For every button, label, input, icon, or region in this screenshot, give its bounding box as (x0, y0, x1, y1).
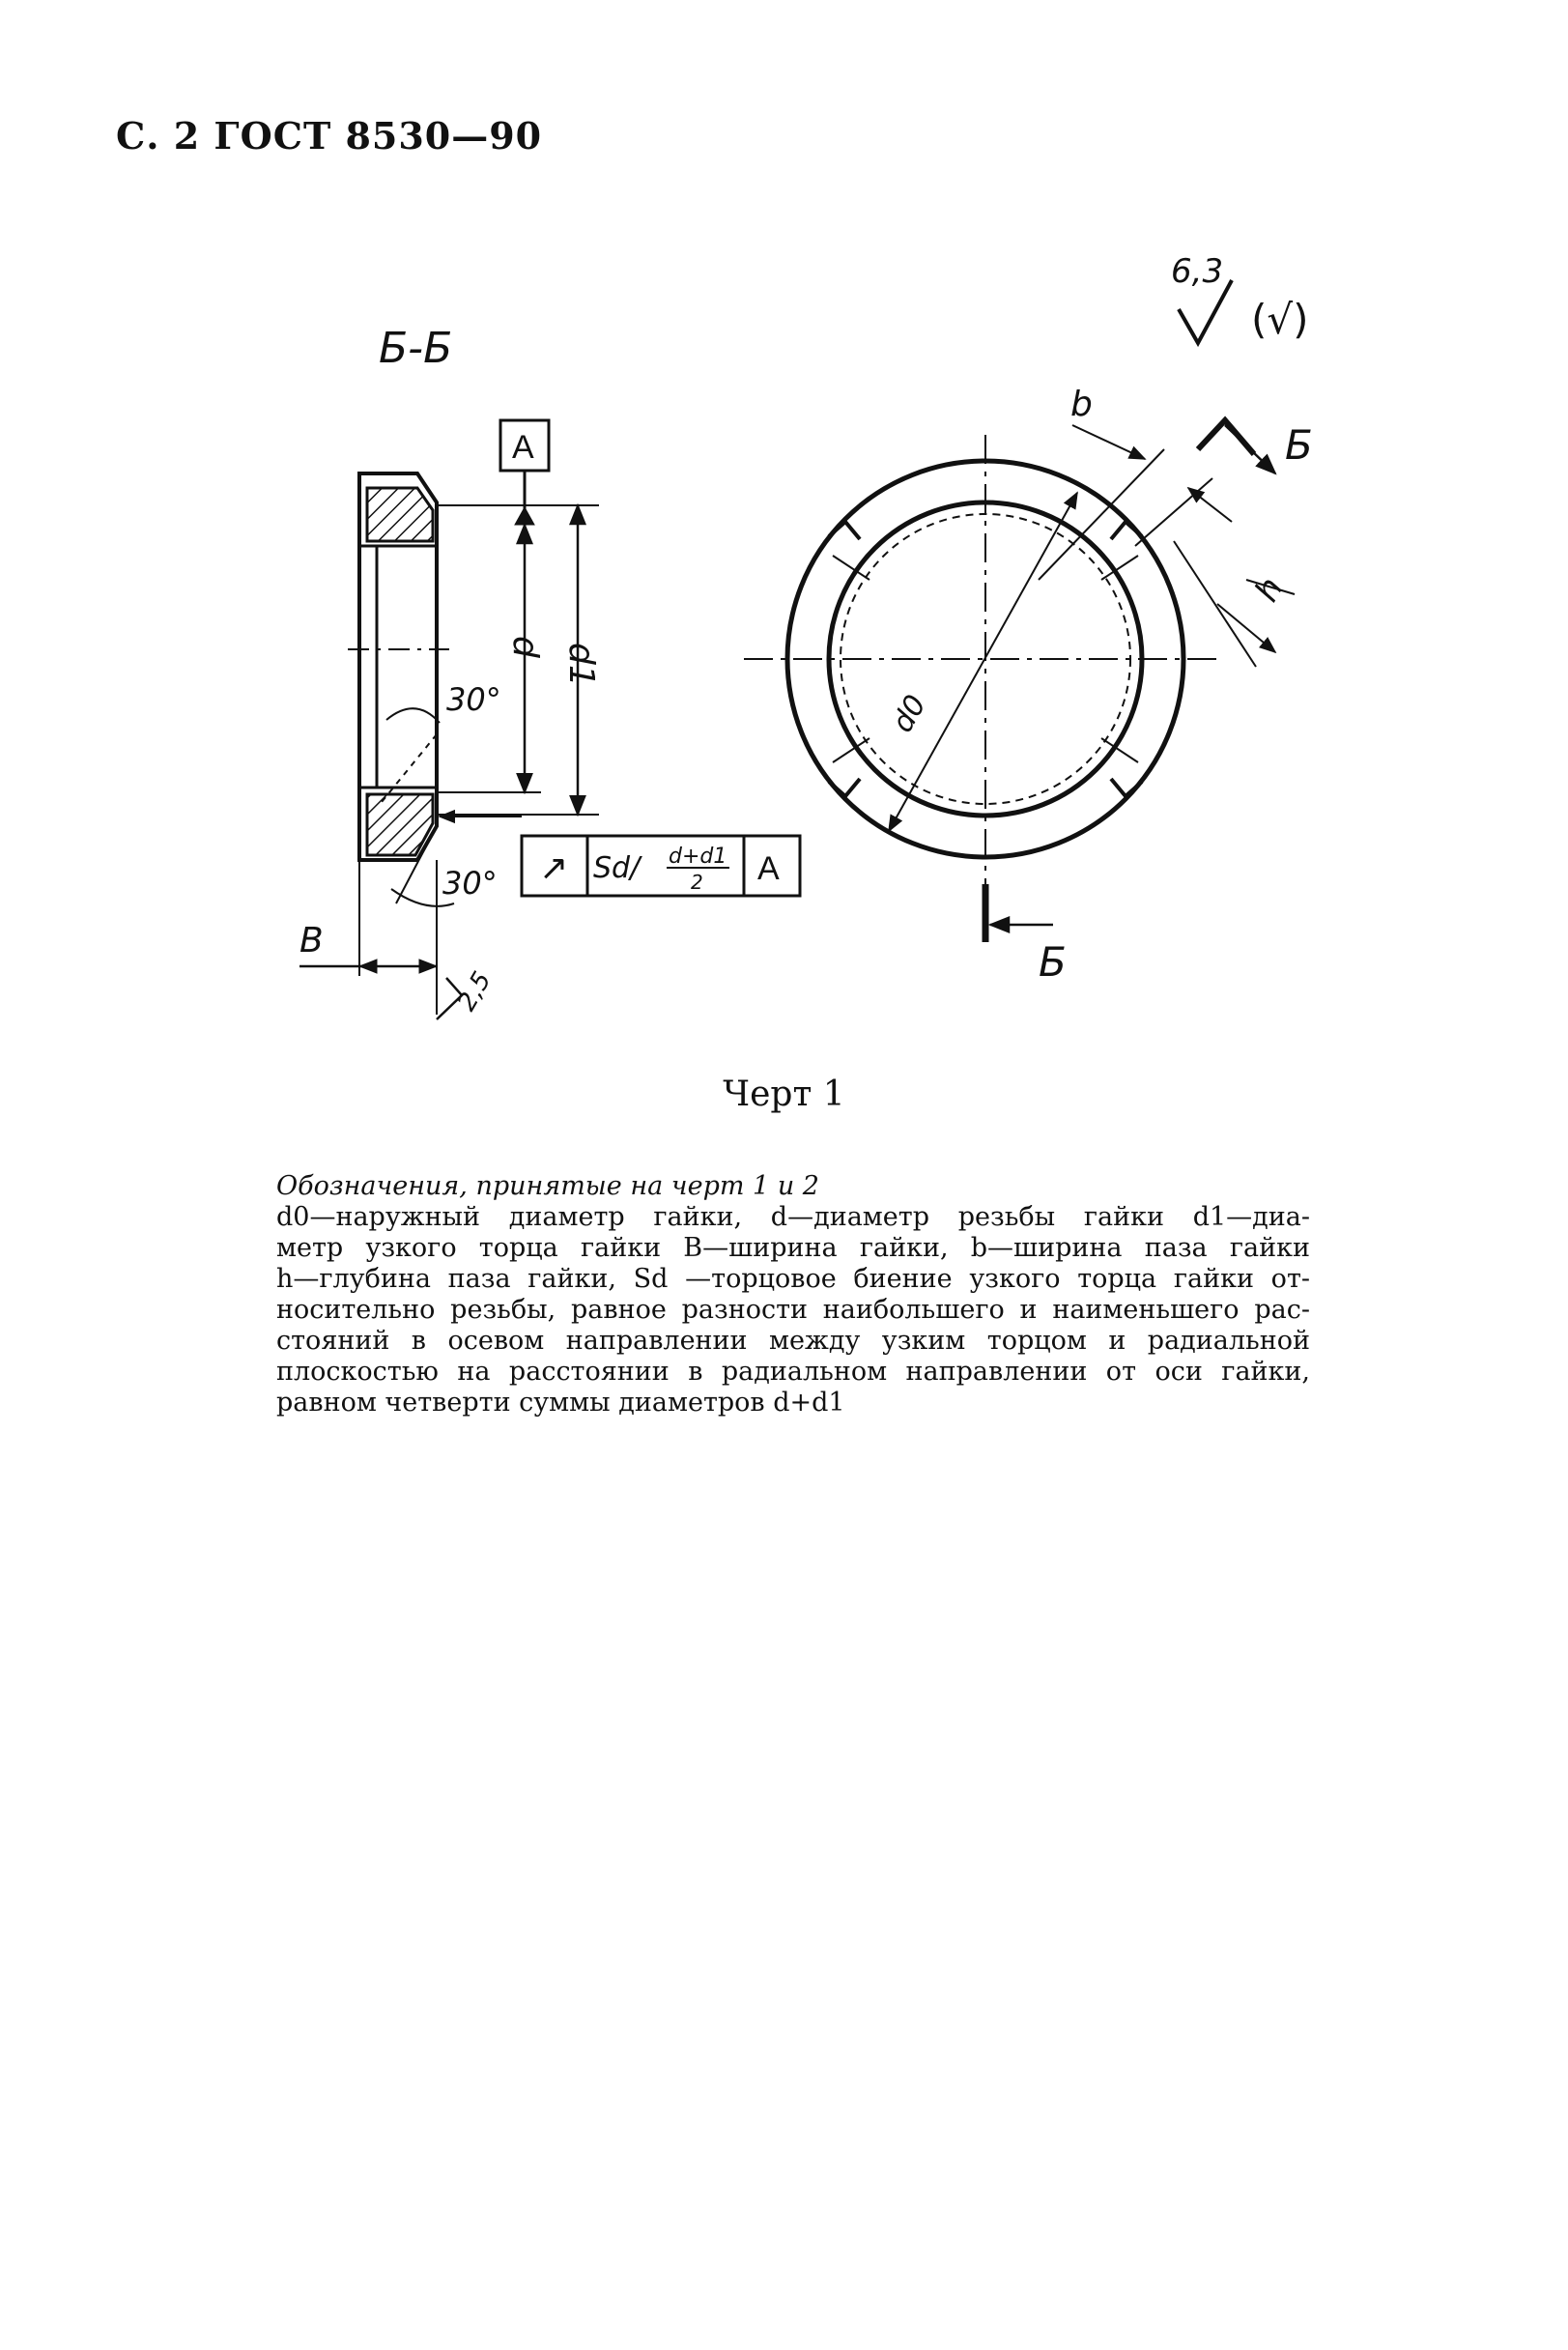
dim-d0-label: d0 (885, 689, 933, 738)
technical-drawing (0, 0, 1568, 1063)
dim-B-label: B (299, 921, 324, 960)
dim-d-label: d (505, 636, 545, 658)
notes-line: метр узкого торца гайки B—ширина гайки, b—ширина паза гайки (276, 1233, 1310, 1263)
datum-label: A (512, 429, 534, 466)
front-view (744, 252, 1313, 986)
roughness-brackets: (√) (1251, 296, 1309, 343)
notes-line: носительно резьбы, равное разности наибольшего и наименьшего рас- (276, 1295, 1310, 1325)
cut-label-bottom: Б (1039, 938, 1067, 986)
fcf-tolerance: Sd/ (593, 851, 641, 885)
fcf-runout-symbol: ↗ (539, 848, 569, 888)
section-label: Б-Б (379, 324, 453, 373)
roughness-value: 6,3 (1171, 252, 1224, 291)
angle-top-label: 30° (446, 681, 501, 718)
notes-line: стояний в осевом направлении между узким торцом и радиальной (276, 1326, 1310, 1356)
figure-caption: Черт 1 (723, 1075, 845, 1114)
page-header: С. 2 ГОСТ 8530—90 (116, 114, 543, 158)
angle-bottom-label: 30° (442, 865, 498, 902)
dim-d1-label: d1 (561, 643, 601, 687)
fcf-numerator: d+d1 (669, 845, 727, 869)
notes-line: плоскостью на расстоянии в радиальном направлении от оси гайки, (276, 1357, 1310, 1387)
cut-label-top: Б (1285, 421, 1313, 469)
notes-line: равном четверти суммы диаметров d+d1 (276, 1388, 845, 1418)
notes-line: h—глубина паза гайки, Sd —торцовое биение узкого торца гайки от- (276, 1264, 1310, 1294)
section-view (299, 324, 800, 1019)
dim-h-label: h (1247, 570, 1292, 609)
feature-control-frame (522, 836, 800, 896)
notes-line: d0—наружный диаметр гайки, d—диаметр резьбы гайки d1—диа- (276, 1202, 1310, 1232)
fcf-denominator: 2 (691, 871, 703, 894)
roughness-face-value: 2,5 (452, 966, 498, 1017)
notes (276, 1171, 1310, 1419)
fcf-datum: A (757, 850, 780, 887)
dim-b-label: b (1070, 385, 1093, 424)
notes-title: Обозначения, принятые на черт 1 и 2 (276, 1171, 819, 1201)
